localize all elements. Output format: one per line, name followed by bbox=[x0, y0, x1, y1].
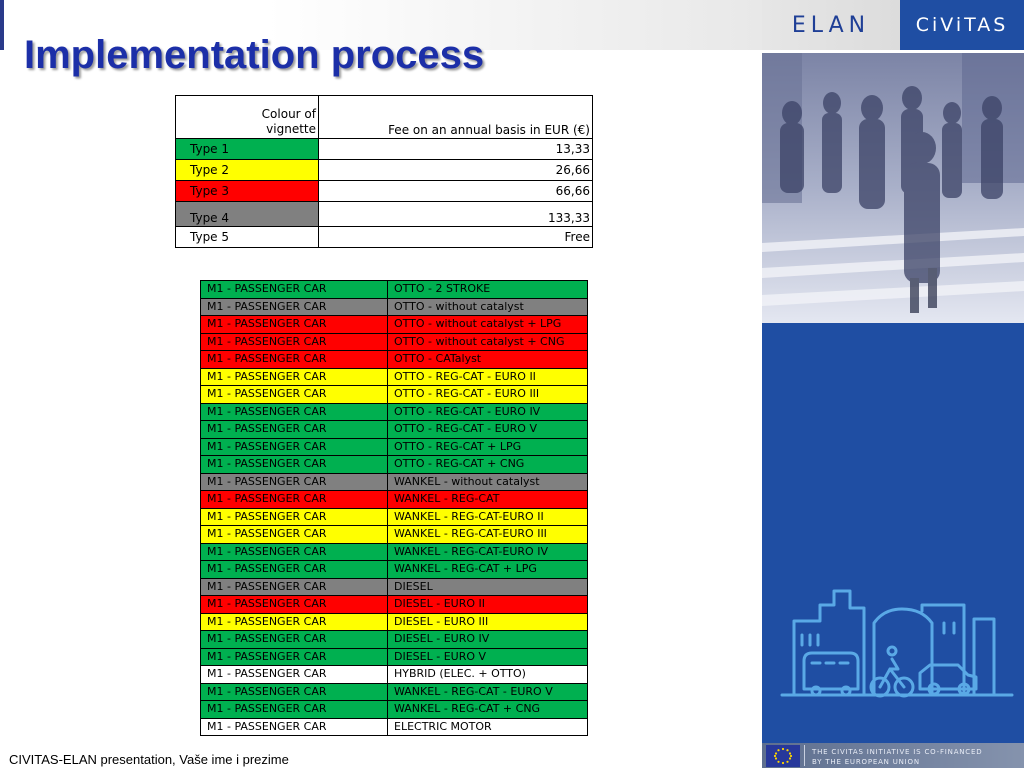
header-accent bbox=[0, 0, 4, 50]
vehicle-category-cell: M1 - PASSENGER CAR bbox=[201, 438, 388, 456]
colour-header-line2: vignette bbox=[266, 122, 316, 136]
vehicle-category-cell: M1 - PASSENGER CAR bbox=[201, 648, 388, 666]
vehicle-category-cell: M1 - PASSENGER CAR bbox=[201, 508, 388, 526]
engine-type-cell: DIESEL - EURO III bbox=[388, 613, 588, 631]
vehicle-category-cell: M1 - PASSENGER CAR bbox=[201, 386, 388, 404]
engine-type-cell: WANKEL - REG-CAT bbox=[388, 491, 588, 509]
vehicle-row bbox=[201, 386, 588, 404]
vehicle-category-cell: M1 - PASSENGER CAR bbox=[201, 526, 388, 544]
fee-value-cell: 13,33 bbox=[319, 139, 593, 160]
engine-type-cell: DIESEL bbox=[388, 578, 588, 596]
engine-type-cell: HYBRID (ELEC. + OTTO) bbox=[388, 666, 588, 684]
vehicle-row bbox=[201, 298, 588, 316]
vehicle-row bbox=[201, 438, 588, 456]
vehicle-row bbox=[201, 578, 588, 596]
vehicle-category-cell: M1 - PASSENGER CAR bbox=[201, 561, 388, 579]
eu-flag-icon bbox=[766, 745, 800, 767]
vehicle-row bbox=[201, 526, 588, 544]
vehicle-row bbox=[201, 368, 588, 386]
fee-value-cell: 133,33 bbox=[319, 202, 593, 227]
vehicle-row bbox=[201, 281, 588, 299]
vehicle-row bbox=[201, 631, 588, 649]
vehicle-row bbox=[201, 421, 588, 439]
engine-type-cell: OTTO - REG-CAT - EURO II bbox=[388, 368, 588, 386]
vehicle-category-cell: M1 - PASSENGER CAR bbox=[201, 613, 388, 631]
engine-type-cell: OTTO - REG-CAT + CNG bbox=[388, 456, 588, 474]
colour-header-line1: Colour of bbox=[261, 107, 316, 121]
fee-row-type4 bbox=[176, 202, 593, 227]
vignette-type-cell: Type 1 bbox=[176, 139, 319, 160]
engine-type-cell: WANKEL - REG-CAT + CNG bbox=[388, 701, 588, 719]
engine-type-cell: OTTO - REG-CAT - EURO III bbox=[388, 386, 588, 404]
vehicle-category-cell: M1 - PASSENGER CAR bbox=[201, 473, 388, 491]
fee-row-type1 bbox=[176, 139, 593, 160]
street-crowd-image bbox=[762, 53, 1024, 323]
civitas-logo-text: CiViTAS bbox=[915, 14, 1009, 36]
engine-type-cell: OTTO - without catalyst + CNG bbox=[388, 333, 588, 351]
vehicle-row bbox=[201, 718, 588, 736]
eu-notice bbox=[812, 747, 982, 767]
colour-header bbox=[176, 96, 319, 139]
page-title: Implementation process bbox=[24, 33, 485, 77]
vignette-type-cell: Type 3 bbox=[176, 181, 319, 202]
engine-type-cell: OTTO - REG-CAT - EURO V bbox=[388, 421, 588, 439]
vehicle-category-cell: M1 - PASSENGER CAR bbox=[201, 316, 388, 334]
vehicle-row bbox=[201, 351, 588, 369]
fee-value-cell: 66,66 bbox=[319, 181, 593, 202]
vehicle-category-cell: M1 - PASSENGER CAR bbox=[201, 456, 388, 474]
fee-value-cell: 26,66 bbox=[319, 160, 593, 181]
vignette-type-cell: Type 5 bbox=[176, 227, 319, 248]
vehicle-row bbox=[201, 561, 588, 579]
vehicle-category-cell: M1 - PASSENGER CAR bbox=[201, 333, 388, 351]
fee-row-type5 bbox=[176, 227, 593, 248]
vignette-type-cell: Type 2 bbox=[176, 160, 319, 181]
engine-type-cell: ELECTRIC MOTOR bbox=[388, 718, 588, 736]
engine-type-cell: OTTO - without catalyst bbox=[388, 298, 588, 316]
vehicle-row bbox=[201, 701, 588, 719]
eu-cofinance-banner bbox=[762, 743, 1024, 768]
engine-type-cell: WANKEL - REG-CAT-EURO IV bbox=[388, 543, 588, 561]
vehicle-row bbox=[201, 456, 588, 474]
vehicle-category-cell: M1 - PASSENGER CAR bbox=[201, 351, 388, 369]
vehicle-category-cell: M1 - PASSENGER CAR bbox=[201, 631, 388, 649]
vehicle-row bbox=[201, 508, 588, 526]
vehicle-row bbox=[201, 333, 588, 351]
vehicle-row bbox=[201, 316, 588, 334]
vignette-fee-table bbox=[175, 95, 593, 248]
vehicle-category-cell: M1 - PASSENGER CAR bbox=[201, 298, 388, 316]
vehicle-row bbox=[201, 473, 588, 491]
engine-type-cell: OTTO - REG-CAT + LPG bbox=[388, 438, 588, 456]
city-skyline-illustration bbox=[762, 323, 1024, 743]
vehicle-category-cell: M1 - PASSENGER CAR bbox=[201, 281, 388, 299]
engine-type-cell: OTTO - without catalyst + LPG bbox=[388, 316, 588, 334]
engine-type-cell: WANKEL - REG-CAT + LPG bbox=[388, 561, 588, 579]
vignette-type-cell: Type 4 bbox=[176, 202, 319, 227]
vehicle-category-cell: M1 - PASSENGER CAR bbox=[201, 368, 388, 386]
vehicle-category-cell: M1 - PASSENGER CAR bbox=[201, 596, 388, 614]
vehicle-row bbox=[201, 403, 588, 421]
engine-type-cell: DIESEL - EURO IV bbox=[388, 631, 588, 649]
engine-type-cell: OTTO - 2 STROKE bbox=[388, 281, 588, 299]
engine-type-cell: WANKEL - without catalyst bbox=[388, 473, 588, 491]
engine-type-cell: OTTO - REG-CAT - EURO IV bbox=[388, 403, 588, 421]
fee-row-type2 bbox=[176, 160, 593, 181]
fee-row-type3 bbox=[176, 181, 593, 202]
engine-type-cell: WANKEL - REG-CAT-EURO II bbox=[388, 508, 588, 526]
street-crowd-photo bbox=[762, 53, 1024, 323]
footer-text: CIVITAS-ELAN presentation, Vaše ime i prezime bbox=[9, 752, 289, 767]
vehicle-row bbox=[201, 613, 588, 631]
vehicle-row bbox=[201, 491, 588, 509]
eu-divider bbox=[804, 745, 805, 766]
vehicle-row bbox=[201, 683, 588, 701]
elan-logo-text: ELAN bbox=[791, 12, 871, 38]
eu-notice-line2: BY THE EUROPEAN UNION bbox=[812, 758, 920, 766]
vehicle-category-cell: M1 - PASSENGER CAR bbox=[201, 718, 388, 736]
vehicle-category-cell: M1 - PASSENGER CAR bbox=[201, 543, 388, 561]
engine-type-cell: OTTO - CATalyst bbox=[388, 351, 588, 369]
vehicle-category-cell: M1 - PASSENGER CAR bbox=[201, 683, 388, 701]
engine-type-cell: WANKEL - REG-CAT-EURO III bbox=[388, 526, 588, 544]
vehicle-row bbox=[201, 543, 588, 561]
vehicle-row bbox=[201, 648, 588, 666]
vehicle-category-cell: M1 - PASSENGER CAR bbox=[201, 403, 388, 421]
vehicle-category-cell: M1 - PASSENGER CAR bbox=[201, 421, 388, 439]
vehicle-category-cell: M1 - PASSENGER CAR bbox=[201, 578, 388, 596]
elan-logo bbox=[762, 0, 900, 50]
vehicle-classification-table bbox=[200, 280, 588, 736]
vehicle-category-cell: M1 - PASSENGER CAR bbox=[201, 666, 388, 684]
fee-table-header bbox=[176, 96, 593, 139]
vehicle-row bbox=[201, 596, 588, 614]
vehicle-category-cell: M1 - PASSENGER CAR bbox=[201, 491, 388, 509]
engine-type-cell: DIESEL - EURO V bbox=[388, 648, 588, 666]
vehicle-category-cell: M1 - PASSENGER CAR bbox=[201, 701, 388, 719]
fee-value-cell: Free bbox=[319, 227, 593, 248]
blue-city-panel bbox=[762, 323, 1024, 743]
fee-header: Fee on an annual basis in EUR (€) bbox=[319, 96, 593, 139]
vehicle-row bbox=[201, 666, 588, 684]
engine-type-cell: WANKEL - REG-CAT - EURO V bbox=[388, 683, 588, 701]
civitas-logo bbox=[900, 0, 1024, 50]
engine-type-cell: DIESEL - EURO II bbox=[388, 596, 588, 614]
eu-notice-line1: THE CIVITAS INITIATIVE IS CO-FINANCED bbox=[812, 748, 983, 756]
